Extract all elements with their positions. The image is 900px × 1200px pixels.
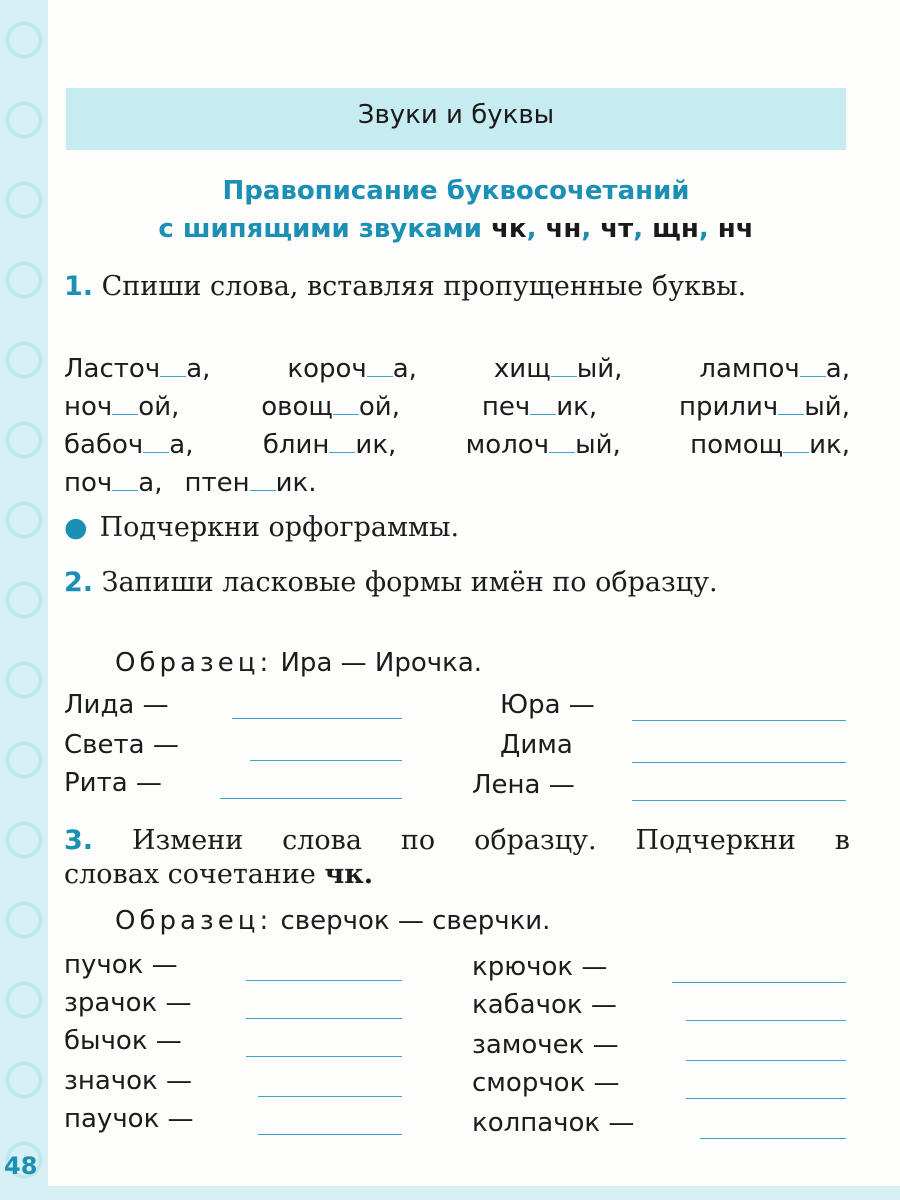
task1-text: Спиши слова, вставляя пропущенные буквы. [101,271,747,302]
task3-sample: Образец: сверчок — сверчки. [115,906,551,936]
word-gap: молоч ый, [465,430,621,460]
word-gap: бабоч а, [64,430,194,460]
task3-left-2: зрачок — [64,988,192,1018]
task1-line-3 [64,430,850,460]
word-gap: помощ ик, [690,430,850,460]
task2-left-3: Рита — [64,768,162,798]
word-gap: короч а, [287,354,417,384]
combo-chn: чн [545,214,582,244]
task1-number: 1. [64,271,94,302]
task3-combo: чк. [324,859,374,890]
answer-line[interactable] [632,762,846,763]
combo-chk: чк [491,214,527,244]
task3-right-3: замочек — [472,1030,619,1060]
page-number: 48 [4,1152,38,1180]
task1-instruction [64,270,850,304]
decorative-border-bottom [0,1186,900,1200]
combo-shchn: щн [652,214,699,244]
task3-right-2: кабачок — [472,990,617,1020]
task1-line-2 [64,392,850,422]
task2-text: Запиши ласковые формы имён по образцу. [101,567,718,598]
answer-line[interactable] [632,800,846,801]
answer-line[interactable] [672,982,846,983]
task2-number: 2. [64,567,94,598]
task2-instruction [64,566,850,600]
answer-line[interactable] [250,760,402,761]
topic-title: Правописание буквосочетаний [222,176,690,206]
word-gap: птен ик. [184,468,317,498]
task2-sample: Образец: Ира — Ирочка. [115,648,483,678]
task1-line-4 [64,468,850,498]
answer-line[interactable] [686,1060,846,1061]
answer-line[interactable] [246,1018,402,1019]
section-title: Звуки и буквы [357,100,555,130]
decorative-border [0,0,48,1200]
word-gap: ноч ой, [64,392,180,422]
task3-number: 3. [64,825,94,856]
topic-subtitle: с шипящими звуками чк, чн, чт, щн, нч [158,214,754,244]
task2-left-2: Света — [64,730,179,760]
answer-line[interactable] [700,1138,846,1139]
task3-instruction: 3. Измени слова по образцу. Подчеркни в словах сочетание чк. [64,825,850,890]
task1-line-1 [64,354,850,384]
topic-subtitle-prefix: с шипящими звуками [158,214,482,244]
answer-line[interactable] [258,1134,402,1135]
task2-right-2: Дима [500,730,573,760]
task3-right-4: сморчок — [472,1068,620,1098]
task2-right-1: Юра — [500,690,595,720]
task3-left-5: паучок — [64,1104,194,1134]
word-gap: прилич ый, [678,392,850,422]
task3-right-1: крючок — [472,952,608,982]
answer-line[interactable] [246,980,402,981]
word-gap: Ласточ а, [64,354,211,384]
task3-left-4: значок — [64,1066,192,1096]
word-gap: блин ик, [262,430,397,460]
word-gap: печ ик, [481,392,598,422]
answer-line[interactable] [686,1098,846,1099]
answer-line[interactable] [220,798,402,799]
word-gap: лампоч а, [699,354,850,384]
answer-line[interactable] [232,718,402,719]
combo-cht: чт [600,214,634,244]
answer-line[interactable] [258,1096,402,1097]
task1-bullet: ● Подчеркни орфограммы. [64,512,460,543]
task3-left-1: пучок — [64,950,178,980]
answer-line[interactable] [246,1056,402,1057]
word-gap: хищ ый, [493,354,623,384]
task2-left-1: Лида — [64,690,169,720]
combo-nch: нч [717,214,754,244]
word-gap: поч а, [64,468,163,498]
answer-line[interactable] [686,1020,846,1021]
word-gap: овощ ой, [261,392,400,422]
task3-right-5: колпачок — [472,1108,635,1138]
answer-line[interactable] [632,720,846,721]
bullet-icon: ● [64,512,88,543]
task2-right-3: Лена — [472,770,575,800]
task3-left-3: бычок — [64,1026,182,1056]
